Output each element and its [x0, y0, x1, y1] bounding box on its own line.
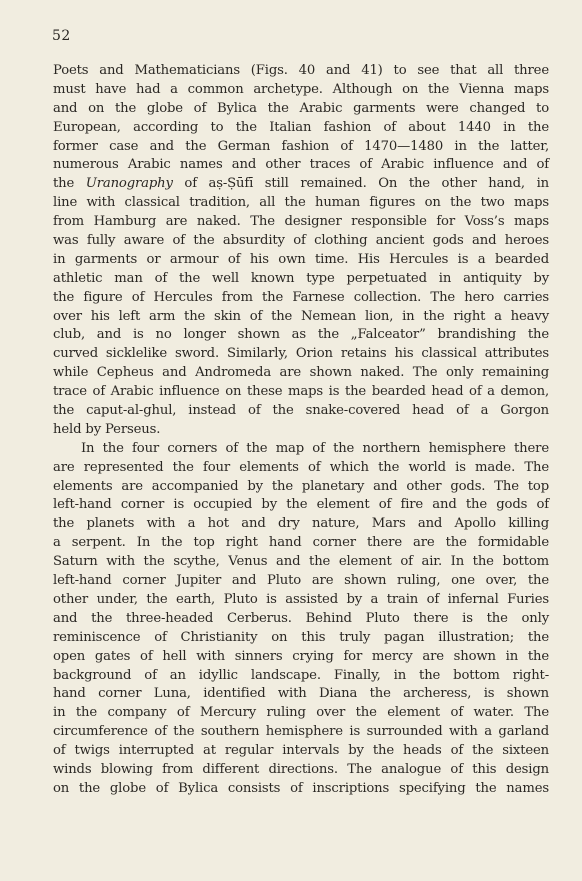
text-segment: open gates of hell with sinners crying for mercy are shown in the	[53, 648, 549, 664]
text-segment: the figure of Hercules from the Farnese collection. The hero carries	[53, 289, 549, 305]
text-segment: reminiscence of Christianity on this truly pagan illustration; the	[53, 629, 549, 645]
text-segment: on the globe of Bylica consists of inscriptions specifying the names	[53, 780, 549, 796]
text-segment: Poets and Mathematicians (Figs. 40 and 41) to see that all three	[53, 63, 549, 78]
text-line	[53, 156, 549, 175]
text-segment: the caput-al-ghul, instead of the snake-covered head of a Gorgon	[53, 403, 549, 419]
text-segment: the planets with a hot and dry nature, Mars and Apollo killing	[53, 516, 549, 532]
text-segment: and the three-headed Cerberus. Behind Pluto there is the only	[53, 610, 549, 626]
text-line	[53, 138, 549, 157]
text-segment: over his left arm the skin of the Nemean lion, in the right a heavy	[53, 308, 549, 324]
text-line	[53, 289, 549, 308]
text-segment: European, according to the Italian fashion of about 1440 in the	[53, 119, 549, 135]
text-segment: while Cepheus and Andromeda are shown naked. The only remaining	[53, 365, 549, 381]
text-line	[53, 213, 549, 232]
text-line	[53, 572, 549, 591]
text-segment: left-hand corner is occupied by the element of fire and the gods of	[53, 497, 549, 513]
text-segment: Saturn with the scythe, Venus and the element of air. In the bottom	[53, 554, 549, 570]
text-segment: club, and is no longer shown as the „Falceator” brandishing the	[53, 327, 549, 343]
text-line	[53, 194, 549, 213]
text-segment: are represented the four elements of which the world is made. The	[53, 459, 549, 475]
text-line	[53, 685, 549, 704]
text-line	[53, 345, 549, 364]
page-number: 52	[52, 28, 71, 44]
text-line	[53, 62, 549, 81]
text-line	[53, 308, 549, 327]
text-line	[53, 591, 549, 610]
text-segment: curved sicklelike sword. Similarly, Orion retains his classical attributes	[53, 346, 549, 362]
text-segment: the	[53, 176, 86, 192]
text-line	[53, 496, 549, 515]
text-segment: was fully aware of the absurdity of clothing ancient gods and heroes	[53, 233, 549, 249]
text-line	[53, 100, 549, 119]
text-segment: from Hamburg are naked. The designer responsible for Voss’s maps	[53, 214, 549, 230]
text-line	[53, 553, 549, 572]
text-segment: must have had a common archetype. Although on the Vienna maps	[53, 81, 549, 97]
body-text	[53, 62, 549, 799]
text-line	[53, 478, 549, 497]
text-segment: and on the globe of Bylica the Arabic garments were changed to	[53, 100, 549, 116]
text-segment: of aṣ-Ṣūfī still remained. On the other hand, in	[172, 176, 549, 192]
text-line	[53, 761, 549, 780]
text-segment: former case and the German fashion of 1470—1480 in the latter,	[53, 138, 549, 154]
text-segment: of twigs interrupted at regular intervals by the heads of the sixteen	[53, 743, 549, 759]
text-line	[53, 704, 549, 723]
text-segment: trace of Arabic influence on these maps is the bearded head of a demon,	[53, 384, 549, 400]
text-segment: winds blowing from different directions. The analogue of this design	[53, 761, 549, 777]
text-segment: athletic man of the well known type perpetuated in antiquity by	[53, 270, 549, 286]
text-segment: other under, the earth, Pluto is assisted by a train of infernal Furies	[53, 591, 549, 607]
text-segment: held by Perseus.	[53, 421, 161, 437]
text-line	[53, 534, 549, 553]
text-line	[53, 629, 549, 648]
text-line	[53, 515, 549, 534]
text-segment: left-hand corner Jupiter and Pluto are shown ruling, one over, the	[53, 573, 549, 589]
text-line	[53, 119, 549, 138]
text-line	[53, 364, 549, 383]
text-segment: background of an idyllic landscape. Finally, in the bottom right-	[53, 667, 549, 683]
text-line	[53, 383, 549, 402]
text-line	[53, 667, 549, 686]
text-segment: a serpent. In the top right hand corner there are the formidable	[53, 535, 549, 551]
text-segment: line with classical tradition, all the human figures on the two maps	[53, 195, 549, 211]
text-line	[53, 742, 549, 761]
text-line	[53, 175, 549, 194]
italic-title: Uranography	[85, 176, 173, 192]
text-segment: numerous Arabic names and other traces of Arabic influence and of	[53, 157, 549, 173]
text-segment: circumference of the southern hemisphere is surrounded with a garland	[53, 724, 549, 740]
text-segment: in garments or armour of his own time. His Hercules is a bearded	[53, 251, 549, 267]
text-line	[53, 270, 549, 289]
text-segment: hand corner Luna, identified with Diana the archeress, is shown	[53, 686, 549, 702]
text-line	[53, 648, 549, 667]
text-line	[53, 440, 549, 459]
text-segment: in the company of Mercury ruling over the element of water. The	[53, 705, 549, 721]
text-line	[53, 459, 549, 478]
text-line	[53, 326, 549, 345]
text-line	[53, 610, 549, 629]
text-line	[53, 780, 549, 799]
text-line	[53, 402, 549, 421]
text-segment: elements are accompanied by the planetary and other gods. The top	[53, 478, 549, 494]
text-line	[53, 421, 549, 440]
text-line	[53, 81, 549, 100]
text-line	[53, 251, 549, 270]
text-line	[53, 723, 549, 742]
text-segment: In the four corners of the map of the northern hemisphere there	[81, 440, 549, 456]
text-line	[53, 232, 549, 251]
